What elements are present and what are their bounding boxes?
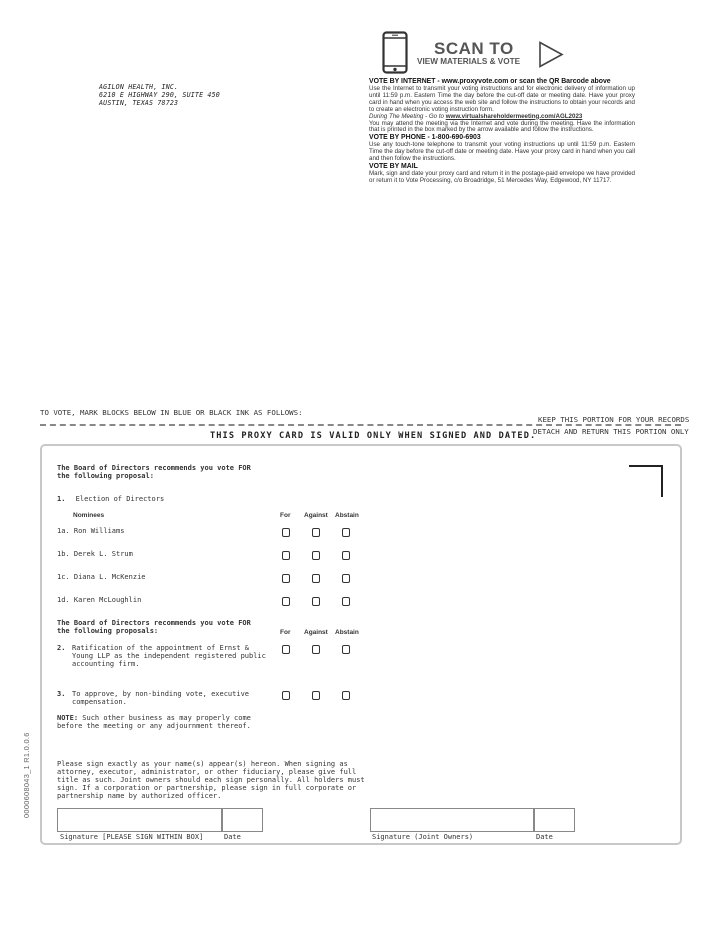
smartphone-icon xyxy=(382,31,408,74)
col-abstain-header: Abstain xyxy=(335,512,359,519)
play-arrow-icon xyxy=(538,41,564,68)
recommendation-1-line2: the following proposal: xyxy=(57,471,154,480)
proposal-3-for-checkbox[interactable] xyxy=(282,691,290,700)
signature-box[interactable] xyxy=(57,808,222,832)
col-for-header: For xyxy=(280,512,291,519)
note-line2: before the meeting or any adjournment thereof. xyxy=(57,721,251,730)
proposal-3-number: 3. xyxy=(57,690,66,698)
proposal-2-abstain-checkbox[interactable] xyxy=(342,645,350,654)
meeting-link[interactable]: www.virtualshareholdermeeting.com/AGL2023 xyxy=(445,112,583,120)
recommendation-1 xyxy=(57,465,251,481)
note-line1: Such other business as may properly come xyxy=(78,714,251,722)
nominee-1d-abstain-checkbox[interactable] xyxy=(342,597,350,606)
phone-body: Use any touch-tone telephone to transmit your voting instructions up until 11:59 p.m. Eastern Time the day before the cut-off date or meeting date. Have your proxy card in hand when you call and then follow the instructions. xyxy=(369,141,635,163)
recommendation-2-line1: The Board of Directors recommends you vote FOR xyxy=(57,619,251,627)
proposal-3-line2: compensation. xyxy=(72,697,127,706)
signature-label: Signature [PLEASE SIGN WITHIN BOX] xyxy=(60,833,204,841)
joint-date-box[interactable] xyxy=(534,808,575,832)
proposal-2-number: 2. xyxy=(57,644,66,652)
recommendation-2-line2: the following proposals: xyxy=(57,626,159,635)
signing-line-3: title as such. Joint owners should each sign personally. All holders must xyxy=(57,775,365,784)
proposal-3-abstain-checkbox[interactable] xyxy=(342,691,350,700)
meeting-label: During The Meeting xyxy=(369,112,424,120)
meeting-sep: - Go to xyxy=(423,112,446,120)
phone-heading: VOTE BY PHONE - 1-800-690-6903 xyxy=(369,134,481,142)
nominee-1a-for-checkbox[interactable] xyxy=(282,528,290,537)
nominees-header: Nominees xyxy=(73,512,105,519)
mark-instruction: TO VOTE, MARK BLOCKS BELOW IN BLUE OR BLACK INK AS FOLLOWS: xyxy=(40,408,303,417)
proposal-2-for-checkbox[interactable] xyxy=(282,645,290,654)
proposal-2-against-checkbox[interactable] xyxy=(312,645,320,654)
scan-subtitle: VIEW MATERIALS & VOTE xyxy=(417,57,521,66)
internet-body: Use the Internet to transmit your voting instructions and for electronic delivery of information up until 11:59 p.m. Eastern Time the day before the cut-off date or meeting date. Have your proxy card in hand when you access the web site and follow the instructions to obtain your records and to create an electronic voting instruction form. xyxy=(369,85,635,113)
document-id-code: 0000608043_1 R1.0.0.6 xyxy=(22,732,31,818)
signing-line-2: attorney, executor, administrator, or other fiduciary, please give full xyxy=(57,767,357,776)
detach-portion-label: DETACH AND RETURN THIS PORTION ONLY xyxy=(533,427,689,436)
joint-date-label: Date xyxy=(536,833,553,841)
item-1-label: Election of Directors xyxy=(75,495,165,503)
joint-signature-label: Signature (Joint Owners) xyxy=(372,833,474,841)
proposal-3-line1: To approve, by non-binding vote, executive xyxy=(72,690,250,698)
proposal-2-text xyxy=(72,645,266,669)
col-against-header-2: Against xyxy=(304,629,328,636)
nominee-1c-against-checkbox[interactable] xyxy=(312,574,320,583)
nominee-1a-abstain-checkbox[interactable] xyxy=(342,528,350,537)
valid-notice: THIS PROXY CARD IS VALID ONLY WHEN SIGNED AND DATED. xyxy=(210,431,537,441)
signing-instructions xyxy=(57,761,365,801)
voting-instructions xyxy=(369,78,635,185)
mail-body: Mark, sign and date your proxy card and return it in the postage-paid envelope we have provided or return it to Vote Processing, c/o Broadridge, 51 Mercedes Way, Edgewood, NY 11717. xyxy=(369,170,635,184)
company-name: AGILON HEALTH, INC. xyxy=(99,83,179,91)
internet-heading: VOTE BY INTERNET - www.proxyvote.com or scan the QR Barcode above xyxy=(369,78,611,85)
note-label: NOTE: xyxy=(57,714,79,722)
nominee-1d: 1d. Karen McLoughlin xyxy=(57,596,142,604)
proposal-2-line2: Young LLP as the independent registered public xyxy=(72,651,266,660)
col-abstain-header-2: Abstain xyxy=(335,629,359,636)
proposal-2-line1: Ratification of the appointment of Ernst & xyxy=(72,644,250,652)
date-box[interactable] xyxy=(222,808,263,832)
item-1-election xyxy=(57,496,164,504)
return-address xyxy=(99,83,220,108)
nominee-1b: 1b. Derek L. Strum xyxy=(57,550,133,558)
signing-line-4: sign. If a corporation or partnership, please sign in full corporate or xyxy=(57,783,357,792)
keep-portion-label: KEEP THIS PORTION FOR YOUR RECORDS xyxy=(538,415,690,424)
recommendation-1-line1: The Board of Directors recommends you vote FOR xyxy=(57,464,251,472)
nominee-1b-against-checkbox[interactable] xyxy=(312,551,320,560)
nominee-1c-for-checkbox[interactable] xyxy=(282,574,290,583)
corner-registration-mark xyxy=(629,465,663,497)
note xyxy=(57,715,251,731)
proposal-3-against-checkbox[interactable] xyxy=(312,691,320,700)
signing-line-5: partnership name by authorized officer. xyxy=(57,791,222,800)
col-against-header: Against xyxy=(304,512,328,519)
scan-title: SCAN TO xyxy=(434,39,514,58)
signing-line-1: Please sign exactly as your name(s) appear(s) hereon. When signing as xyxy=(57,760,348,768)
proposal-3-text xyxy=(72,691,249,707)
nominee-1c: 1c. Diana L. McKenzie xyxy=(57,573,146,581)
proposal-2-line3: accounting firm. xyxy=(72,659,140,668)
col-for-header-2: For xyxy=(280,629,291,636)
item-1-number: 1. xyxy=(57,495,66,503)
nominee-1d-for-checkbox[interactable] xyxy=(282,597,290,606)
nominee-1b-for-checkbox[interactable] xyxy=(282,551,290,560)
nominee-1b-abstain-checkbox[interactable] xyxy=(342,551,350,560)
nominee-1a-against-checkbox[interactable] xyxy=(312,528,320,537)
joint-signature-box[interactable] xyxy=(370,808,534,832)
street-address: 6210 E HIGHWAY 290, SUITE 450 xyxy=(99,91,220,100)
date-label: Date xyxy=(224,833,241,841)
nominee-1c-abstain-checkbox[interactable] xyxy=(342,574,350,583)
city-state-zip: AUSTIN, TEXAS 78723 xyxy=(99,99,179,108)
nominee-1d-against-checkbox[interactable] xyxy=(312,597,320,606)
mail-heading: VOTE BY MAIL xyxy=(369,163,418,171)
meeting-body: You may attend the meeting via the Internet and vote during the meeting. Have the information that is printed in the box marked by the arrow available and follow the instructions. xyxy=(369,119,635,134)
detach-dashed-line xyxy=(40,424,681,426)
nominee-1a: 1a. Ron Williams xyxy=(57,527,125,535)
recommendation-2 xyxy=(57,620,251,636)
